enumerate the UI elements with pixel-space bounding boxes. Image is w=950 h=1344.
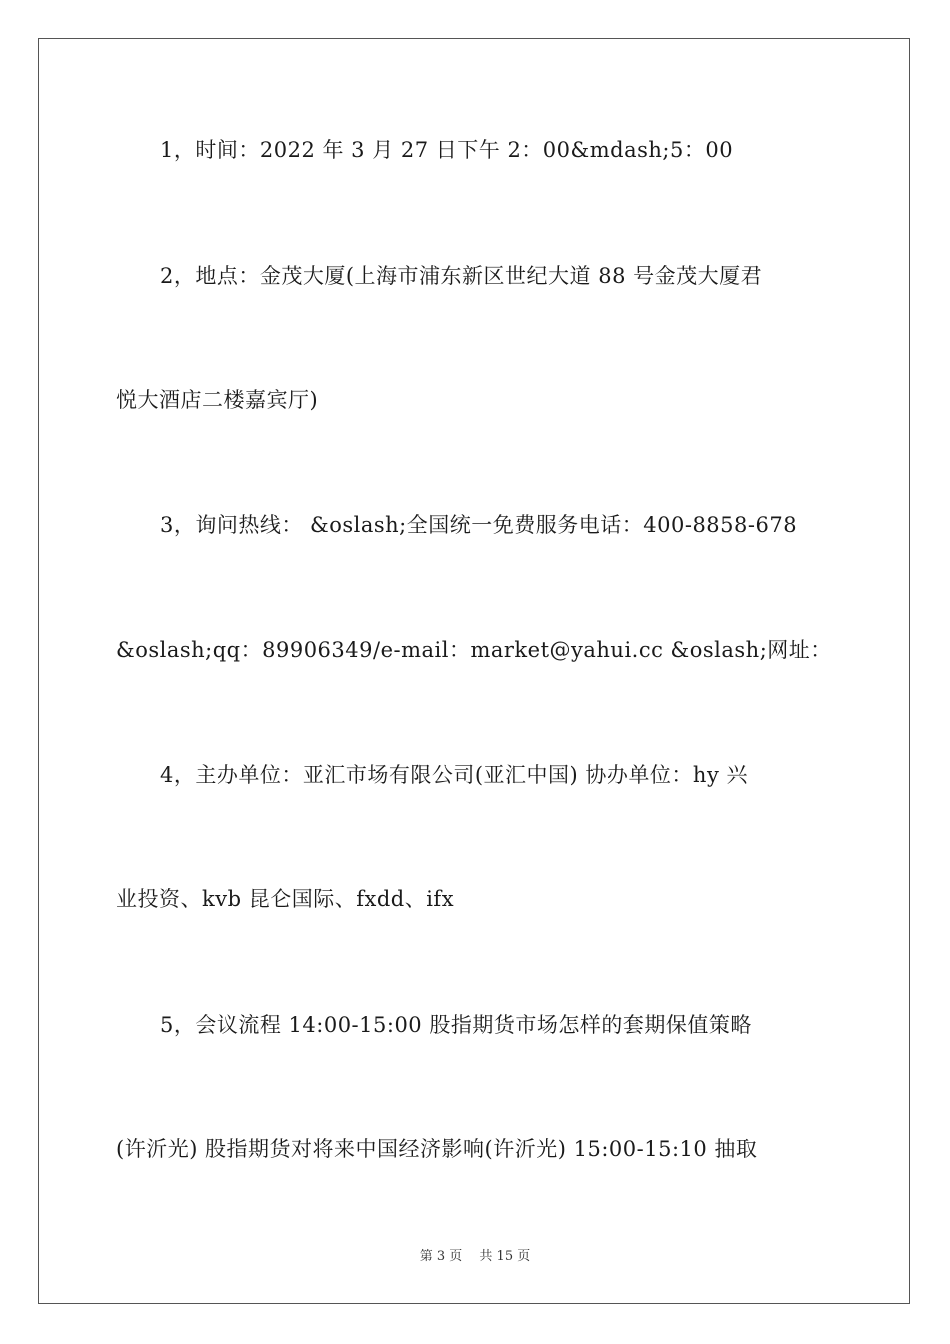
item-5-agenda-cont: (许沂光) 股指期货对将来中国经济影响(许沂光) 15:00-15:10 抽取 (116, 1137, 758, 1161)
page-border (38, 38, 910, 1304)
item-4-organizers: 4，主办单位：亚汇市场有限公司(亚汇中国) 协办单位：hy 兴 (160, 763, 748, 787)
item-2-location: 2，地点：金茂大厦(上海市浦东新区世纪大道 88 号金茂大厦君 (160, 264, 763, 288)
item-5-agenda: 5，会议流程 14:00-15:00 股指期货市场怎样的套期保值策略 (160, 1013, 752, 1037)
item-2-location-cont: 悦大酒店二楼嘉宾厅) (116, 388, 319, 412)
item-3-hotline: 3，询问热线： &oslash;全国统一免费服务电话：400-8858-678 (160, 513, 798, 537)
item-4-organizers-cont: 业投资、kvb 昆仑国际、fxdd、ifx (116, 887, 455, 911)
item-1-time: 1，时间：2022 年 3 月 27 日下午 2：00&mdash;5：00 (160, 138, 734, 162)
item-3-hotline-cont: &oslash;qq：89906349/e-mail：market@yahui.cc &oslash;网址： (116, 638, 832, 662)
page-number: 第 3 页 共 15 页 (419, 1249, 531, 1264)
